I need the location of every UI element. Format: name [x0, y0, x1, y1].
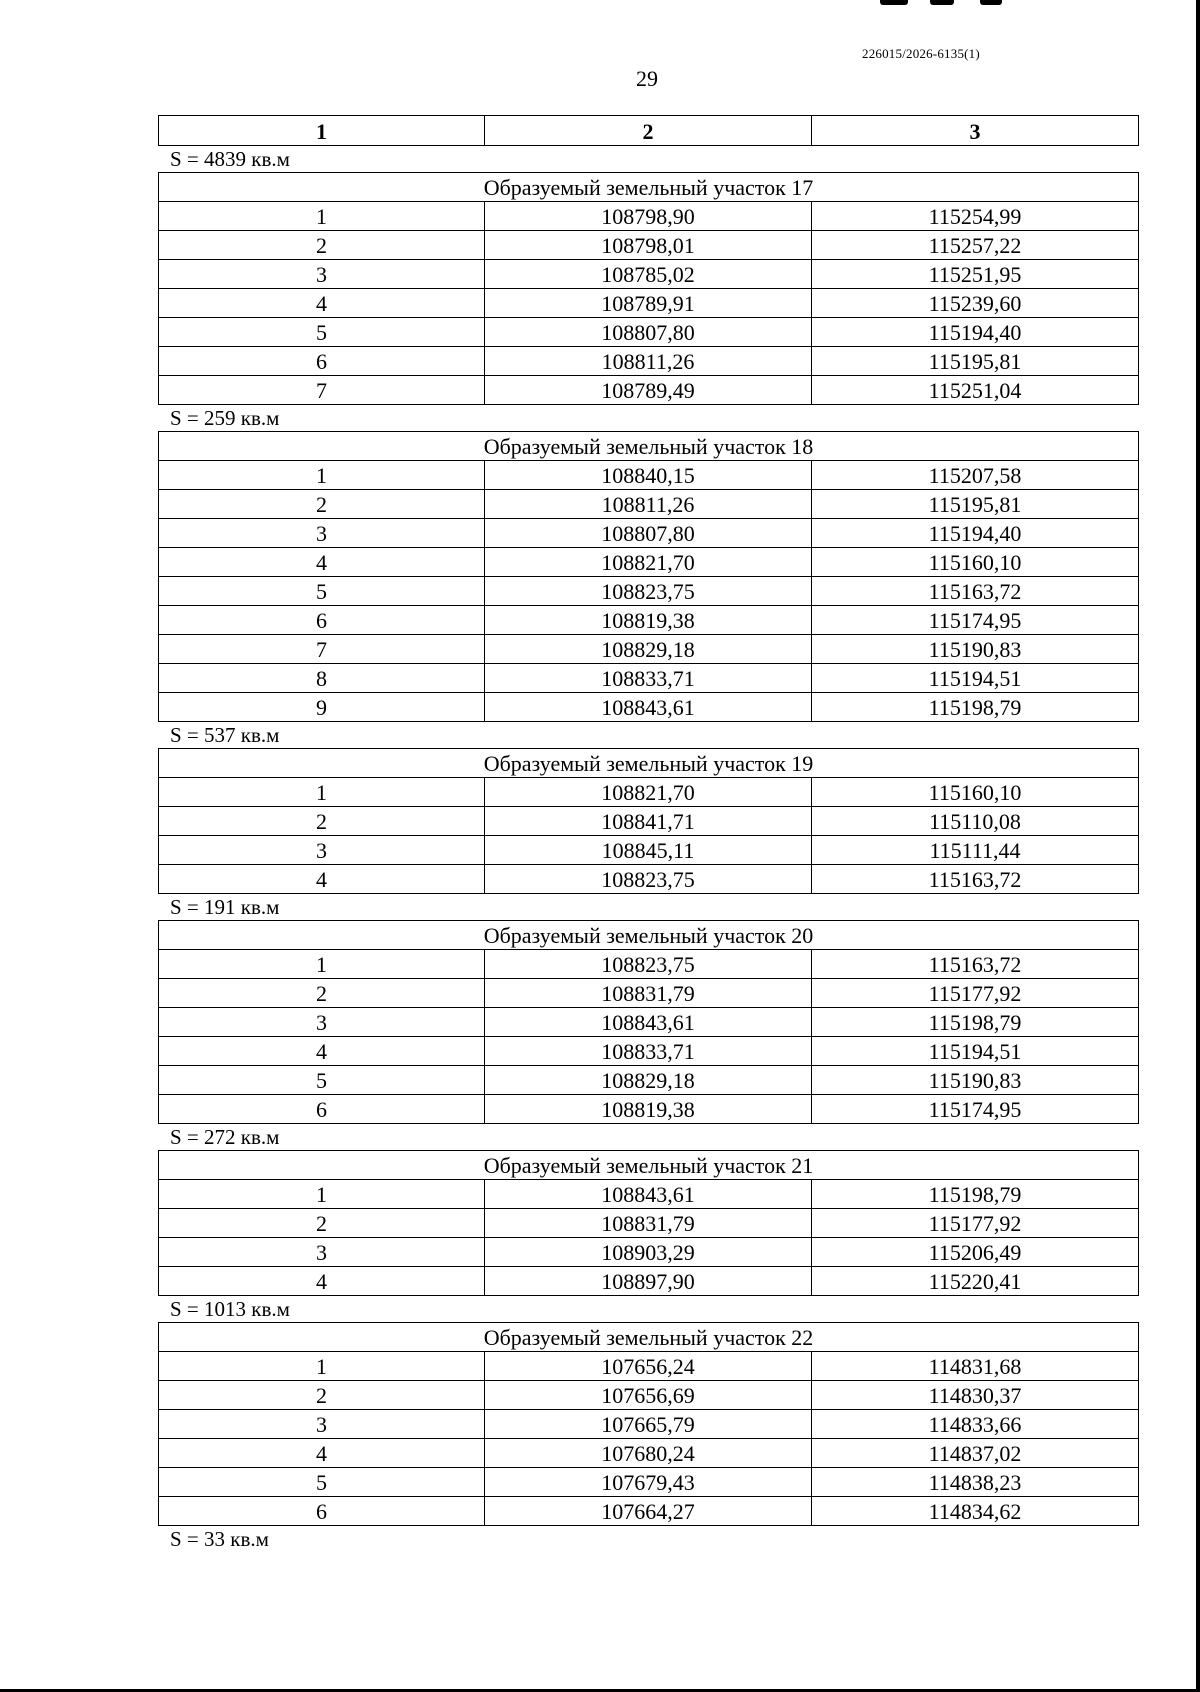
- document-number: 226015/2026-6135(1): [862, 46, 980, 61]
- x-coordinate-cell: 108897,90: [485, 1267, 812, 1296]
- point-number-cell: 2: [159, 231, 485, 260]
- x-coordinate-cell: 108843,61: [485, 1180, 812, 1209]
- y-coordinate-cell: 115163,72: [812, 577, 1139, 606]
- x-coordinate-cell: 108843,61: [485, 1008, 812, 1037]
- point-number-cell: 6: [159, 1497, 485, 1526]
- point-number-cell: 7: [159, 635, 485, 664]
- x-coordinate-cell: 108831,79: [485, 979, 812, 1008]
- y-coordinate-cell: 114834,62: [812, 1497, 1139, 1526]
- y-coordinate-cell: 114833,66: [812, 1410, 1139, 1439]
- point-number-cell: 4: [159, 548, 485, 577]
- scan-edge-right: [1196, 0, 1200, 1692]
- point-number-cell: 6: [159, 606, 485, 635]
- y-coordinate-cell: 115110,08: [812, 807, 1139, 836]
- point-number-cell: 1: [159, 202, 485, 231]
- x-coordinate-cell: 107679,43: [485, 1468, 812, 1497]
- point-number-cell: 1: [159, 778, 485, 807]
- plot-title: Образуемый земельный участок 18: [159, 432, 1139, 461]
- y-coordinate-cell: 115194,51: [812, 664, 1139, 693]
- x-coordinate-cell: 108841,71: [485, 807, 812, 836]
- table-row: [159, 289, 1139, 318]
- plot-table: [158, 748, 1139, 894]
- table-row: [159, 950, 1139, 979]
- x-coordinate-cell: 108798,90: [485, 202, 812, 231]
- table-row: [159, 347, 1139, 376]
- x-coordinate-cell: 108843,61: [485, 693, 812, 722]
- y-coordinate-cell: 115198,79: [812, 1180, 1139, 1209]
- point-number-cell: 3: [159, 260, 485, 289]
- scan-artifact-top: [880, 0, 1020, 6]
- point-number-cell: 6: [159, 347, 485, 376]
- x-coordinate-cell: 108789,49: [485, 376, 812, 405]
- column-header-row: [159, 116, 1139, 146]
- table-row: [159, 1410, 1139, 1439]
- x-coordinate-cell: 108823,75: [485, 950, 812, 979]
- point-number-cell: 8: [159, 664, 485, 693]
- point-number-cell: 5: [159, 577, 485, 606]
- x-coordinate-cell: 108785,02: [485, 260, 812, 289]
- plot-table: [158, 1322, 1139, 1526]
- x-coordinate-cell: 108845,11: [485, 836, 812, 865]
- point-number-cell: 5: [159, 1468, 485, 1497]
- table-row: [159, 376, 1139, 405]
- x-coordinate-cell: 108829,18: [485, 1066, 812, 1095]
- table-row: [159, 519, 1139, 548]
- column-header-2: 2: [485, 116, 812, 146]
- y-coordinate-cell: 115163,72: [812, 865, 1139, 894]
- table-row: [159, 1238, 1139, 1267]
- table-row: [159, 1095, 1139, 1124]
- x-coordinate-cell: 108821,70: [485, 548, 812, 577]
- point-number-cell: 1: [159, 1352, 485, 1381]
- table-row: [159, 1008, 1139, 1037]
- x-coordinate-cell: 107664,27: [485, 1497, 812, 1526]
- x-coordinate-cell: 108789,91: [485, 289, 812, 318]
- table-row: [159, 1066, 1139, 1095]
- x-coordinate-cell: 108823,75: [485, 865, 812, 894]
- page-number: 29: [636, 66, 658, 91]
- plot-title: Образуемый земельный участок 19: [159, 749, 1139, 778]
- x-coordinate-cell: 108811,26: [485, 347, 812, 376]
- table-row: [159, 461, 1139, 490]
- y-coordinate-cell: 115194,40: [812, 519, 1139, 548]
- table-row: [159, 1267, 1139, 1296]
- y-coordinate-cell: 115194,40: [812, 318, 1139, 347]
- area-label: S = 191 кв.м: [170, 895, 280, 919]
- table-row: [159, 807, 1139, 836]
- table-row: [159, 577, 1139, 606]
- plot-title: Образуемый земельный участок 20: [159, 921, 1139, 950]
- y-coordinate-cell: 115160,10: [812, 548, 1139, 577]
- x-coordinate-cell: 108831,79: [485, 1209, 812, 1238]
- table-row: [159, 1439, 1139, 1468]
- table-row: [159, 865, 1139, 894]
- x-coordinate-cell: 108823,75: [485, 577, 812, 606]
- plot-title: Образуемый земельный участок 22: [159, 1323, 1139, 1352]
- point-number-cell: 6: [159, 1095, 485, 1124]
- table-row: [159, 1497, 1139, 1526]
- y-coordinate-cell: 115190,83: [812, 635, 1139, 664]
- point-number-cell: 1: [159, 461, 485, 490]
- column-header-1: 1: [159, 116, 485, 146]
- y-coordinate-cell: 115198,79: [812, 1008, 1139, 1037]
- plot-title-row: [159, 432, 1139, 461]
- x-coordinate-cell: 108798,01: [485, 231, 812, 260]
- point-number-cell: 4: [159, 289, 485, 318]
- table-row: [159, 1352, 1139, 1381]
- point-number-cell: 7: [159, 376, 485, 405]
- y-coordinate-cell: 115239,60: [812, 289, 1139, 318]
- y-coordinate-cell: 115194,51: [812, 1037, 1139, 1066]
- coordinates-document: [158, 115, 1138, 1552]
- plots-container: [158, 172, 1138, 1552]
- plot-title: Образуемый земельный участок 17: [159, 173, 1139, 202]
- x-coordinate-cell: 107656,24: [485, 1352, 812, 1381]
- column-header-table: [158, 115, 1139, 146]
- point-number-cell: 4: [159, 1439, 485, 1468]
- point-number-cell: 5: [159, 318, 485, 347]
- table-row: [159, 635, 1139, 664]
- point-number-cell: 3: [159, 1238, 485, 1267]
- y-coordinate-cell: 115177,92: [812, 979, 1139, 1008]
- point-number-cell: 4: [159, 1037, 485, 1066]
- table-row: [159, 1381, 1139, 1410]
- y-coordinate-cell: 115254,99: [812, 202, 1139, 231]
- table-row: [159, 260, 1139, 289]
- table-row: [159, 202, 1139, 231]
- y-coordinate-cell: 114831,68: [812, 1352, 1139, 1381]
- y-coordinate-cell: 115174,95: [812, 1095, 1139, 1124]
- column-header-3: 3: [812, 116, 1139, 146]
- table-row: [159, 231, 1139, 260]
- x-coordinate-cell: 108903,29: [485, 1238, 812, 1267]
- x-coordinate-cell: 108821,70: [485, 778, 812, 807]
- y-coordinate-cell: 115111,44: [812, 836, 1139, 865]
- table-row: [159, 1468, 1139, 1497]
- y-coordinate-cell: 115207,58: [812, 461, 1139, 490]
- area-label: S = 33 кв.м: [170, 1527, 269, 1551]
- table-row: [159, 318, 1139, 347]
- y-coordinate-cell: 115206,49: [812, 1238, 1139, 1267]
- point-number-cell: 9: [159, 693, 485, 722]
- plot-table: [158, 920, 1139, 1124]
- x-coordinate-cell: 108829,18: [485, 635, 812, 664]
- x-coordinate-cell: 108807,80: [485, 318, 812, 347]
- y-coordinate-cell: 115190,83: [812, 1066, 1139, 1095]
- plot-table: [158, 431, 1139, 722]
- point-number-cell: 2: [159, 979, 485, 1008]
- point-number-cell: 5: [159, 1066, 485, 1095]
- x-coordinate-cell: 108819,38: [485, 1095, 812, 1124]
- x-coordinate-cell: 108833,71: [485, 664, 812, 693]
- plot-title-row: [159, 173, 1139, 202]
- area-label: S = 537 кв.м: [170, 723, 280, 747]
- plot-title: Образуемый земельный участок 21: [159, 1151, 1139, 1180]
- table-row: [159, 836, 1139, 865]
- table-row: [159, 1209, 1139, 1238]
- area-label: S = 4839 кв.м: [170, 147, 290, 171]
- y-coordinate-cell: 115177,92: [812, 1209, 1139, 1238]
- point-number-cell: 2: [159, 1381, 485, 1410]
- point-number-cell: 1: [159, 950, 485, 979]
- x-coordinate-cell: 108811,26: [485, 490, 812, 519]
- point-number-cell: 3: [159, 519, 485, 548]
- table-row: [159, 693, 1139, 722]
- x-coordinate-cell: 108840,15: [485, 461, 812, 490]
- y-coordinate-cell: 114838,23: [812, 1468, 1139, 1497]
- x-coordinate-cell: 108819,38: [485, 606, 812, 635]
- plot-table: [158, 172, 1139, 405]
- point-number-cell: 2: [159, 490, 485, 519]
- plot-title-row: [159, 749, 1139, 778]
- area-label: S = 272 кв.м: [170, 1125, 280, 1149]
- point-number-cell: 1: [159, 1180, 485, 1209]
- point-number-cell: 2: [159, 807, 485, 836]
- table-row: [159, 1180, 1139, 1209]
- y-coordinate-cell: 115198,79: [812, 693, 1139, 722]
- table-row: [159, 490, 1139, 519]
- point-number-cell: 3: [159, 1410, 485, 1439]
- table-row: [159, 548, 1139, 577]
- area-label: S = 1013 кв.м: [170, 1297, 290, 1321]
- y-coordinate-cell: 114837,02: [812, 1439, 1139, 1468]
- point-number-cell: 4: [159, 1267, 485, 1296]
- plot-title-row: [159, 921, 1139, 950]
- plot-title-row: [159, 1151, 1139, 1180]
- point-number-cell: 3: [159, 836, 485, 865]
- y-coordinate-cell: 115174,95: [812, 606, 1139, 635]
- point-number-cell: 4: [159, 865, 485, 894]
- x-coordinate-cell: 107680,24: [485, 1439, 812, 1468]
- table-row: [159, 606, 1139, 635]
- x-coordinate-cell: 108807,80: [485, 519, 812, 548]
- y-coordinate-cell: 115195,81: [812, 347, 1139, 376]
- y-coordinate-cell: 115195,81: [812, 490, 1139, 519]
- table-row: [159, 664, 1139, 693]
- plot-table: [158, 1150, 1139, 1296]
- x-coordinate-cell: 107665,79: [485, 1410, 812, 1439]
- table-row: [159, 979, 1139, 1008]
- y-coordinate-cell: 115160,10: [812, 778, 1139, 807]
- plot-title-row: [159, 1323, 1139, 1352]
- y-coordinate-cell: 115163,72: [812, 950, 1139, 979]
- area-label: S = 259 кв.м: [170, 406, 280, 430]
- point-number-cell: 3: [159, 1008, 485, 1037]
- y-coordinate-cell: 115251,95: [812, 260, 1139, 289]
- y-coordinate-cell: 115220,41: [812, 1267, 1139, 1296]
- x-coordinate-cell: 108833,71: [485, 1037, 812, 1066]
- x-coordinate-cell: 107656,69: [485, 1381, 812, 1410]
- table-row: [159, 1037, 1139, 1066]
- y-coordinate-cell: 114830,37: [812, 1381, 1139, 1410]
- y-coordinate-cell: 115257,22: [812, 231, 1139, 260]
- point-number-cell: 2: [159, 1209, 485, 1238]
- y-coordinate-cell: 115251,04: [812, 376, 1139, 405]
- table-row: [159, 778, 1139, 807]
